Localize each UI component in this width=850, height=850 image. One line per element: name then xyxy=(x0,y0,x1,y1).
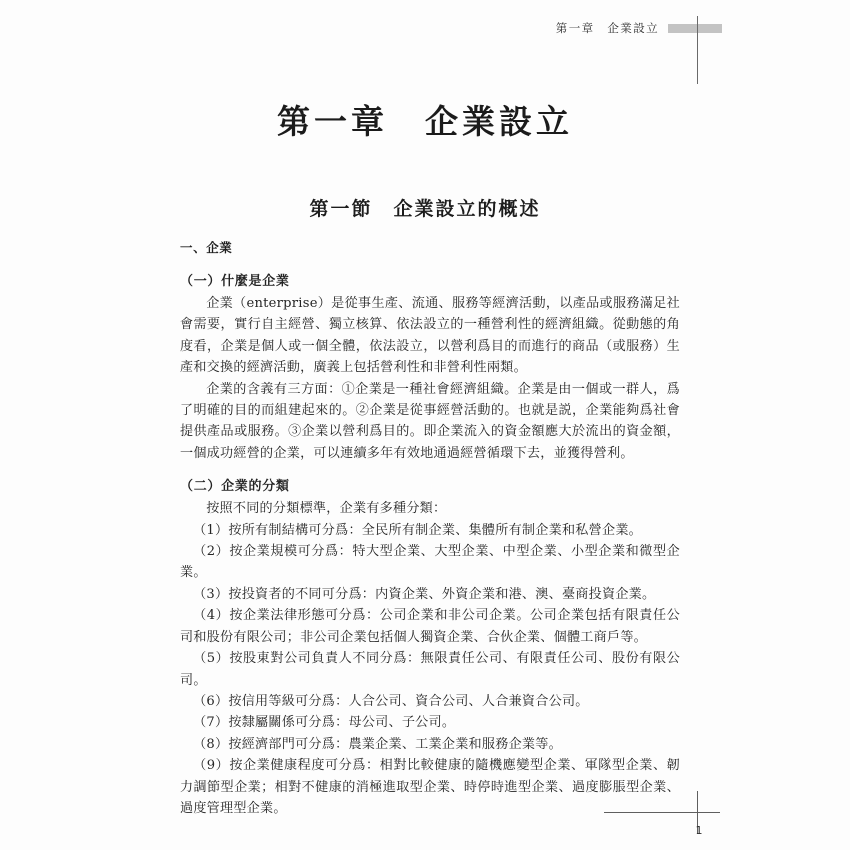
chapter-title: 第一章 企業設立 xyxy=(277,102,573,141)
section-title: 第一節 企業設立的概述 xyxy=(309,198,541,220)
running-header xyxy=(0,18,850,38)
trim-mark-horizontal-bottom xyxy=(604,812,720,813)
trim-mark-vertical-top xyxy=(697,16,698,84)
list-item: （9）按企業健康程度可分爲：相對比較健康的隨機應變型企業、軍隊型企業、韌力調節型企業；相對不健康的消極進取型企業、時停時進型企業、過度膨脹型企業、過度管理型企業。 xyxy=(180,758,680,816)
list-item: （3）按投資者的不同可分爲：内資企業、外資企業和港、澳、臺商投資企業。 xyxy=(193,586,656,602)
list-item: （6）按信用等級可分爲：人合公司、資合公司、人合兼資合公司。 xyxy=(193,693,589,709)
list-item: （5）按股東對公司負責人不同分爲：無限責任公司、有限責任公司、股份有限公司。 xyxy=(180,651,680,688)
header-rule-decoration xyxy=(668,24,722,33)
list-item: （7）按隸屬關係可分爲：母公司、子公司。 xyxy=(193,715,456,731)
list-item: （4）按企業法律形態可分爲：公司企業和非公司企業。公司企業包括有限責任公司和股份有限公司；非公司企業包括個人獨資企業、合伙企業、個體工商戶等。 xyxy=(180,608,680,645)
paragraph-three-aspects: 企業的含義有三方面：①企業是一種社會經濟組織。企業是由一個或一群人，爲了明確的目的而組建起來的。②企業是從事經營活動的。也就是説，企業能夠爲社會提供產品或服務。③企業以營利爲目的。即企業流入的資金額應大於流出的資金額，一個成功經營的企業，可以連續多年有效地通過經營循環下去，並獲得營利。 xyxy=(180,381,680,461)
text-column xyxy=(180,238,680,819)
running-header-text: 第一章 企業設立 xyxy=(555,21,659,35)
page-number: 1 xyxy=(695,824,703,837)
heading-enterprise: 一、企業 xyxy=(180,240,233,255)
list-item: （1）按所有制結構可分爲：全民所有制企業、集體所有制企業和私營企業。 xyxy=(193,522,643,538)
paragraph-definition: 企業（enterprise）是從事生產、流通、服務等經濟活動，以產品或服務滿足社會需要，實行自主經營、獨立核算、依法設立的一種營利性的經濟組織。從動態的角度看，企業是個人或一個全體，依法設立，以營利爲目的而進行的商品（或服務）生產和交換的經濟活動，廣義上包括營利性和非營利性兩類。 xyxy=(180,296,680,376)
list-item: （2）按企業規模可分爲：特大型企業、大型企業、中型企業、小型企業和微型企業。 xyxy=(180,544,680,581)
paragraph-classification-intro: 按照不同的分類標準，企業有多種分類： xyxy=(206,501,447,517)
list-item: （8）按經濟部門可分爲：農業企業、工業企業和服務企業等。 xyxy=(193,736,562,752)
heading-what-is-enterprise: （一）什麼是企業 xyxy=(180,274,290,289)
heading-enterprise-classification: （二）企業的分類 xyxy=(180,479,290,495)
